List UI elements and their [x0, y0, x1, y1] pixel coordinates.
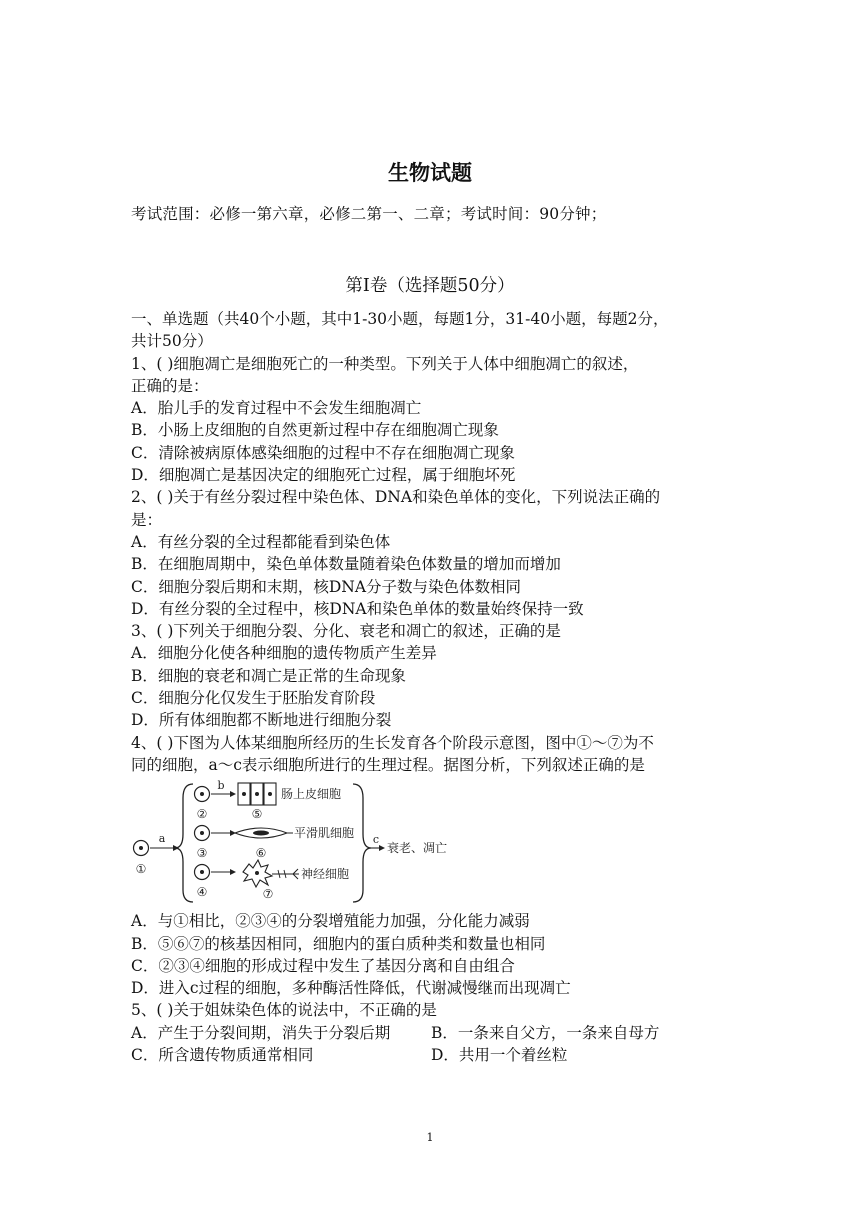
options-row [131, 1044, 741, 1066]
question-stem: 是： [131, 510, 163, 529]
nerve-cell-label: 神经细胞 [301, 867, 350, 882]
smooth-muscle-cell-icon [235, 828, 287, 838]
question-stem: 4、( )下图为人体某细胞所经历的生长发育各个阶段示意图，图中①～⑦为不 [131, 733, 654, 752]
intestinal-epithelial-cell-label: 肠上皮细胞 [281, 787, 342, 802]
question-stem: 3、( )下列关于细胞分裂、分化、衰老和凋亡的叙述，正确的是 [131, 622, 561, 641]
left-brace [175, 784, 193, 902]
smooth-muscle-cell-label: 平滑肌细胞 [294, 826, 355, 841]
option-b: B．⑤⑥⑦的核基因相同，细胞内的蛋白质种类和数量也相同 [131, 934, 546, 953]
option-c: C．②③④细胞的形成过程中发生了基因分离和自由组合 [131, 956, 515, 975]
question-body [131, 308, 741, 1066]
cell-2-icon [195, 787, 210, 802]
cell-3-label: ③ [196, 846, 208, 861]
question-stem: 1、( )细胞凋亡是细胞死亡的一种类型。下列关于人体中细胞凋亡的叙述， [131, 354, 639, 373]
section-title: 第Ⅰ卷（选择题50分） [345, 276, 515, 296]
question-3 [131, 620, 741, 731]
option-a: A．细胞分化使各种细胞的遗传物质产生差异 [131, 644, 437, 663]
option-c: C．所含遗传物质通常相同 [131, 1046, 314, 1065]
cell-6-label: ⑥ [255, 846, 267, 861]
page-number: 1 [426, 1131, 434, 1144]
instructions-line: 一、单选题（共40个小题，其中1-30小题，每题1分，31-40小题，每题2分， [131, 310, 669, 328]
senescence-apoptosis-label: 衰老、凋亡 [387, 841, 448, 856]
cell-1-label: ① [135, 862, 147, 877]
nerve-cell-icon [243, 860, 299, 887]
option-d: D．所有体细胞都不断地进行细胞分裂 [131, 711, 392, 730]
option-a: A．有丝分裂的全过程都能看到染色体 [131, 532, 391, 551]
question-2 [131, 486, 741, 620]
cell-4-label: ④ [196, 885, 208, 900]
cell-1-icon [134, 841, 149, 856]
option-a: A．胎儿手的发育过程中不会发生细胞凋亡 [131, 399, 422, 418]
cell-4-icon [195, 865, 210, 880]
option-b: B．在细胞周期中，染色单体数量随着染色体数量的增加而增加 [131, 555, 561, 574]
exam-title: 生物试题 [388, 161, 472, 185]
options-row [131, 1022, 741, 1044]
question-1 [131, 353, 741, 487]
option-b: B．一条来自父方，一条来自母方 [431, 1023, 660, 1042]
question-stem: 正确的是： [131, 376, 209, 395]
cell-7-label: ⑦ [262, 887, 274, 902]
option-c: C．细胞分化仅发生于胚胎发育阶段 [131, 689, 376, 708]
option-a: A．产生于分裂间期，消失于分裂后期 [131, 1023, 391, 1042]
instructions-line: 共计50分） [131, 332, 213, 351]
option-b: B．细胞的衰老和凋亡是正常的生命现象 [131, 666, 406, 685]
question-stem: 5、( )关于姐妹染色体的说法中，不正确的是 [131, 1001, 437, 1020]
question-stem: 同的细胞，a～c表示细胞所进行的生理过程。据图分析，下列叙述正确的是 [131, 755, 645, 774]
question-4 [131, 732, 741, 1000]
cell-3-icon [195, 826, 210, 841]
option-d: D．共用一个着丝粒 [431, 1046, 568, 1065]
option-d: D．细胞凋亡是基因决定的细胞死亡过程，属于细胞坏死 [131, 466, 516, 485]
question-5 [131, 999, 741, 1066]
process-a-label: a [158, 832, 166, 846]
process-b-label: b [217, 779, 225, 793]
cell-2-label: ② [196, 807, 208, 822]
option-d: D．有丝分裂的全过程中，核DNA和染色单体的数量始终保持一致 [131, 599, 584, 618]
question-stem: 2、( )关于有丝分裂过程中染色体、DNA和染色单体的变化，下列说法正确的 [131, 488, 661, 507]
option-c: C．细胞分裂后期和末期，核DNA分子数与染色体数相同 [131, 577, 522, 596]
cell-5-label: ⑤ [251, 807, 263, 822]
cell-development-diagram [131, 778, 741, 906]
option-d: D．进入c过程的细胞，多种酶活性降低，代谢减慢继而出现凋亡 [131, 979, 571, 998]
process-c-label: c [372, 833, 380, 847]
right-brace [353, 784, 371, 902]
option-b: B．小肠上皮细胞的自然更新过程中存在细胞凋亡现象 [131, 421, 499, 440]
intestinal-epithelial-cells-icon [238, 783, 276, 805]
option-a: A．与①相比，②③④的分裂增殖能力加强，分化能力减弱 [131, 912, 530, 931]
option-c: C．清除被病原体感染细胞的过程中不存在细胞凋亡现象 [131, 443, 515, 462]
exam-scope: 考试范围：必修一第六章，必修二第一、二章；考试时间：90分钟； [131, 205, 607, 223]
